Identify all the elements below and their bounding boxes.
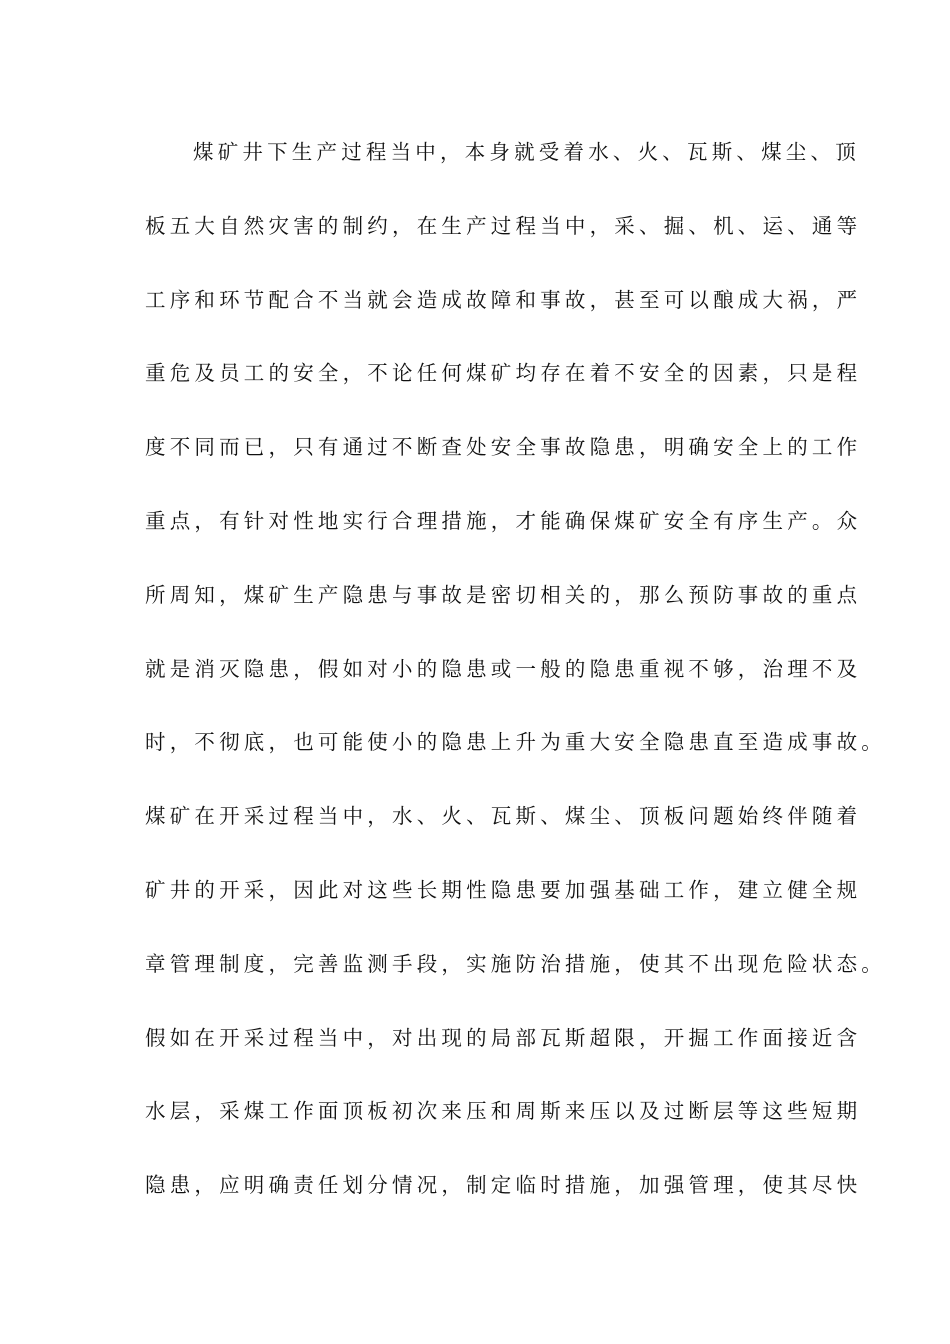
text-line: 板五大自然灾害的制约，在生产过程当中，采、掘、机、运、通等 [145,213,862,238]
text-line: 水层，采煤工作面顶板初次来压和周斯来压以及过断层等这些短期 [145,1099,862,1124]
text-line: 工序和环节配合不当就会造成故障和事故，甚至可以酿成大祸，严 [145,287,862,312]
text-line: 章管理制度，完善监测手段，实施防治措施，使其不出现危险状态。 [145,951,886,976]
text-line: 重危及员工的安全，不论任何煤矿均存在着不安全的因素，只是程 [145,361,862,386]
text-line: 煤矿在开采过程当中，水、火、瓦斯、煤尘、顶板问题始终伴随着 [145,804,862,829]
text-line: 假如在开采过程当中，对出现的局部瓦斯超限，开掘工作面接近含 [145,1025,862,1050]
text-line: 矿井的开采，因此对这些长期性隐患要加强基础工作，建立健全规 [145,877,862,902]
text-line: 就是消灭隐患，假如对小的隐患或一般的隐患重视不够，治理不及 [145,656,862,681]
text-line: 时，不彻底，也可能使小的隐患上升为重大安全隐患直至造成事故。 [145,730,886,755]
text-line: 度不同而已，只有通过不断查处安全事故隐患，明确安全上的工作 [145,435,862,460]
text-line: 煤矿井下生产过程当中，本身就受着水、火、瓦斯、煤尘、顶 [193,140,860,164]
text-line: 所周知，煤矿生产隐患与事故是密切相关的，那么预防事故的重点 [145,582,862,607]
text-line: 隐患，应明确责任划分情况，制定临时措施，加强管理，使其尽快 [145,1173,862,1198]
body-text [145,130,886,1237]
text-line: 重点，有针对性地实行合理措施，才能确保煤矿安全有序生产。众 [145,508,862,533]
